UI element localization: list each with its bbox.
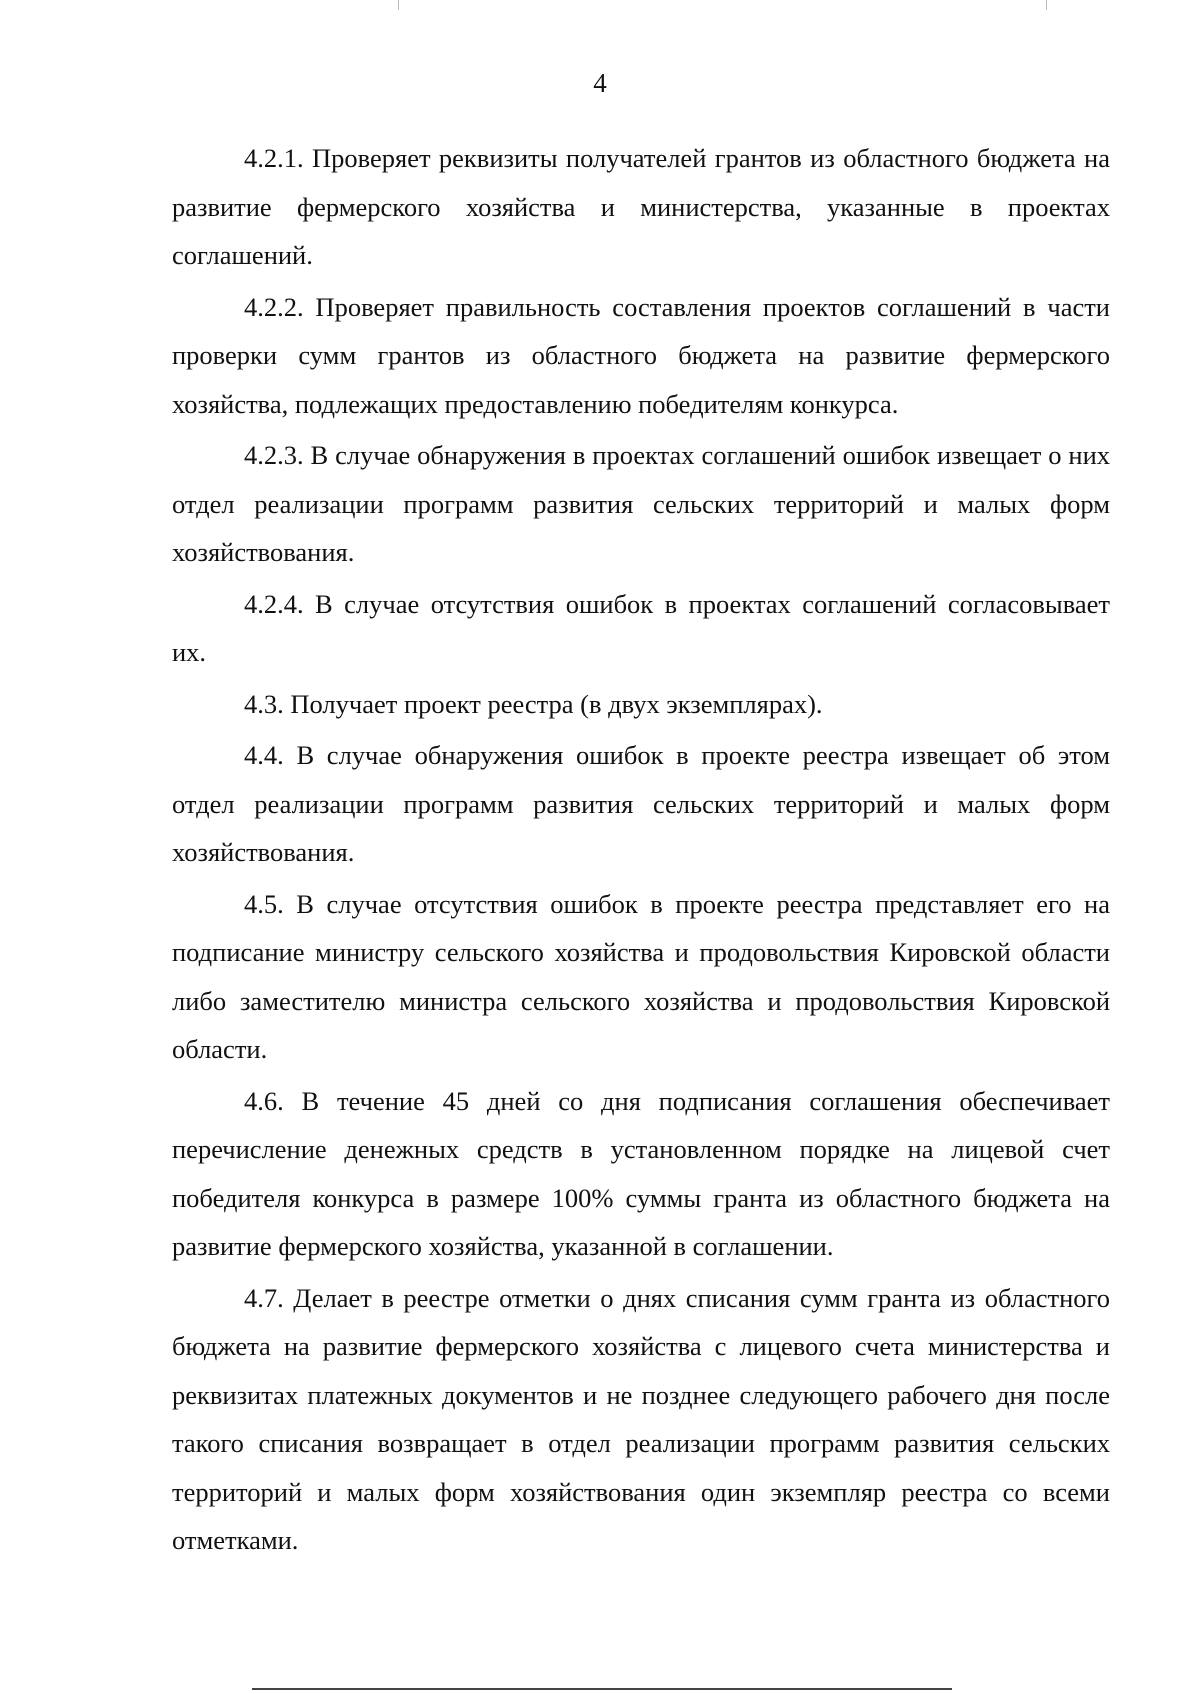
- paragraph-4-3: 4.3. Получает проект реестра (в двух экземплярах).: [244, 688, 823, 719]
- paragraph-4-2-4: 4.2.4. В случае отсутствия ошибок в проектах соглашений согласовывает их.: [172, 588, 1110, 667]
- paragraph-4-2-2: 4.2.2. Проверяет правильность составления проектов соглашений в части проверки сумм грантов из областного бюджета на развитие фермерского хозяйства, подлежащих предоставлению победителям конкурса.: [172, 291, 1110, 419]
- paragraph-4-7: 4.7. Делает в реестре отметки о днях списания сумм гранта из областного бюджета на развитие фермерского хозяйства с лицевого счета министерства и реквизитах платежных документов и не позднее следующего рабочего дня после такого списания возвращает в отдел реализации программ развития сельских территорий и малых форм хозяйствования один экземпляр реестра со всеми отметками.: [172, 1282, 1110, 1555]
- paragraph-4-4: 4.4. В случае обнаружения ошибок в проекте реестра извещает об этом отдел реализации программ развития сельских территорий и малых форм хозяйствования.: [172, 740, 1110, 867]
- scan-artifact-mark: [398, 0, 399, 10]
- document-body: [172, 134, 1110, 1568]
- page-number: 4: [593, 68, 607, 98]
- scan-artifact-mark: [1046, 0, 1047, 10]
- paragraph-4-6: 4.6. В течение 45 дней со дня подписания соглашения обеспечивает перечисление денежных средств в установленном порядке на лицевой счет победителя конкурса в размере 100% суммы гранта из областного бюджета на развитие фермерского хозяйства, указанной в соглашении.: [172, 1085, 1110, 1261]
- paragraph-4-5: 4.5. В случае отсутствия ошибок в проекте реестра представляет его на подписание министру сельского хозяйства и продовольствия Кировской области либо заместителю министра сельского хозяйства и продовольствия Кировской области.: [172, 888, 1110, 1064]
- bottom-rule: [252, 1688, 952, 1690]
- paragraph-4-2-1: 4.2.1. Проверяет реквизиты получателей грантов из областного бюджета на развитие фермерского хозяйства и министерства, указанные в проектах соглашений.: [172, 143, 1110, 270]
- paragraph-4-2-3: 4.2.3. В случае обнаружения в проектах соглашений ошибок извещает о них отдел реализации программ развития сельских территорий и малых форм хозяйствования.: [172, 440, 1110, 567]
